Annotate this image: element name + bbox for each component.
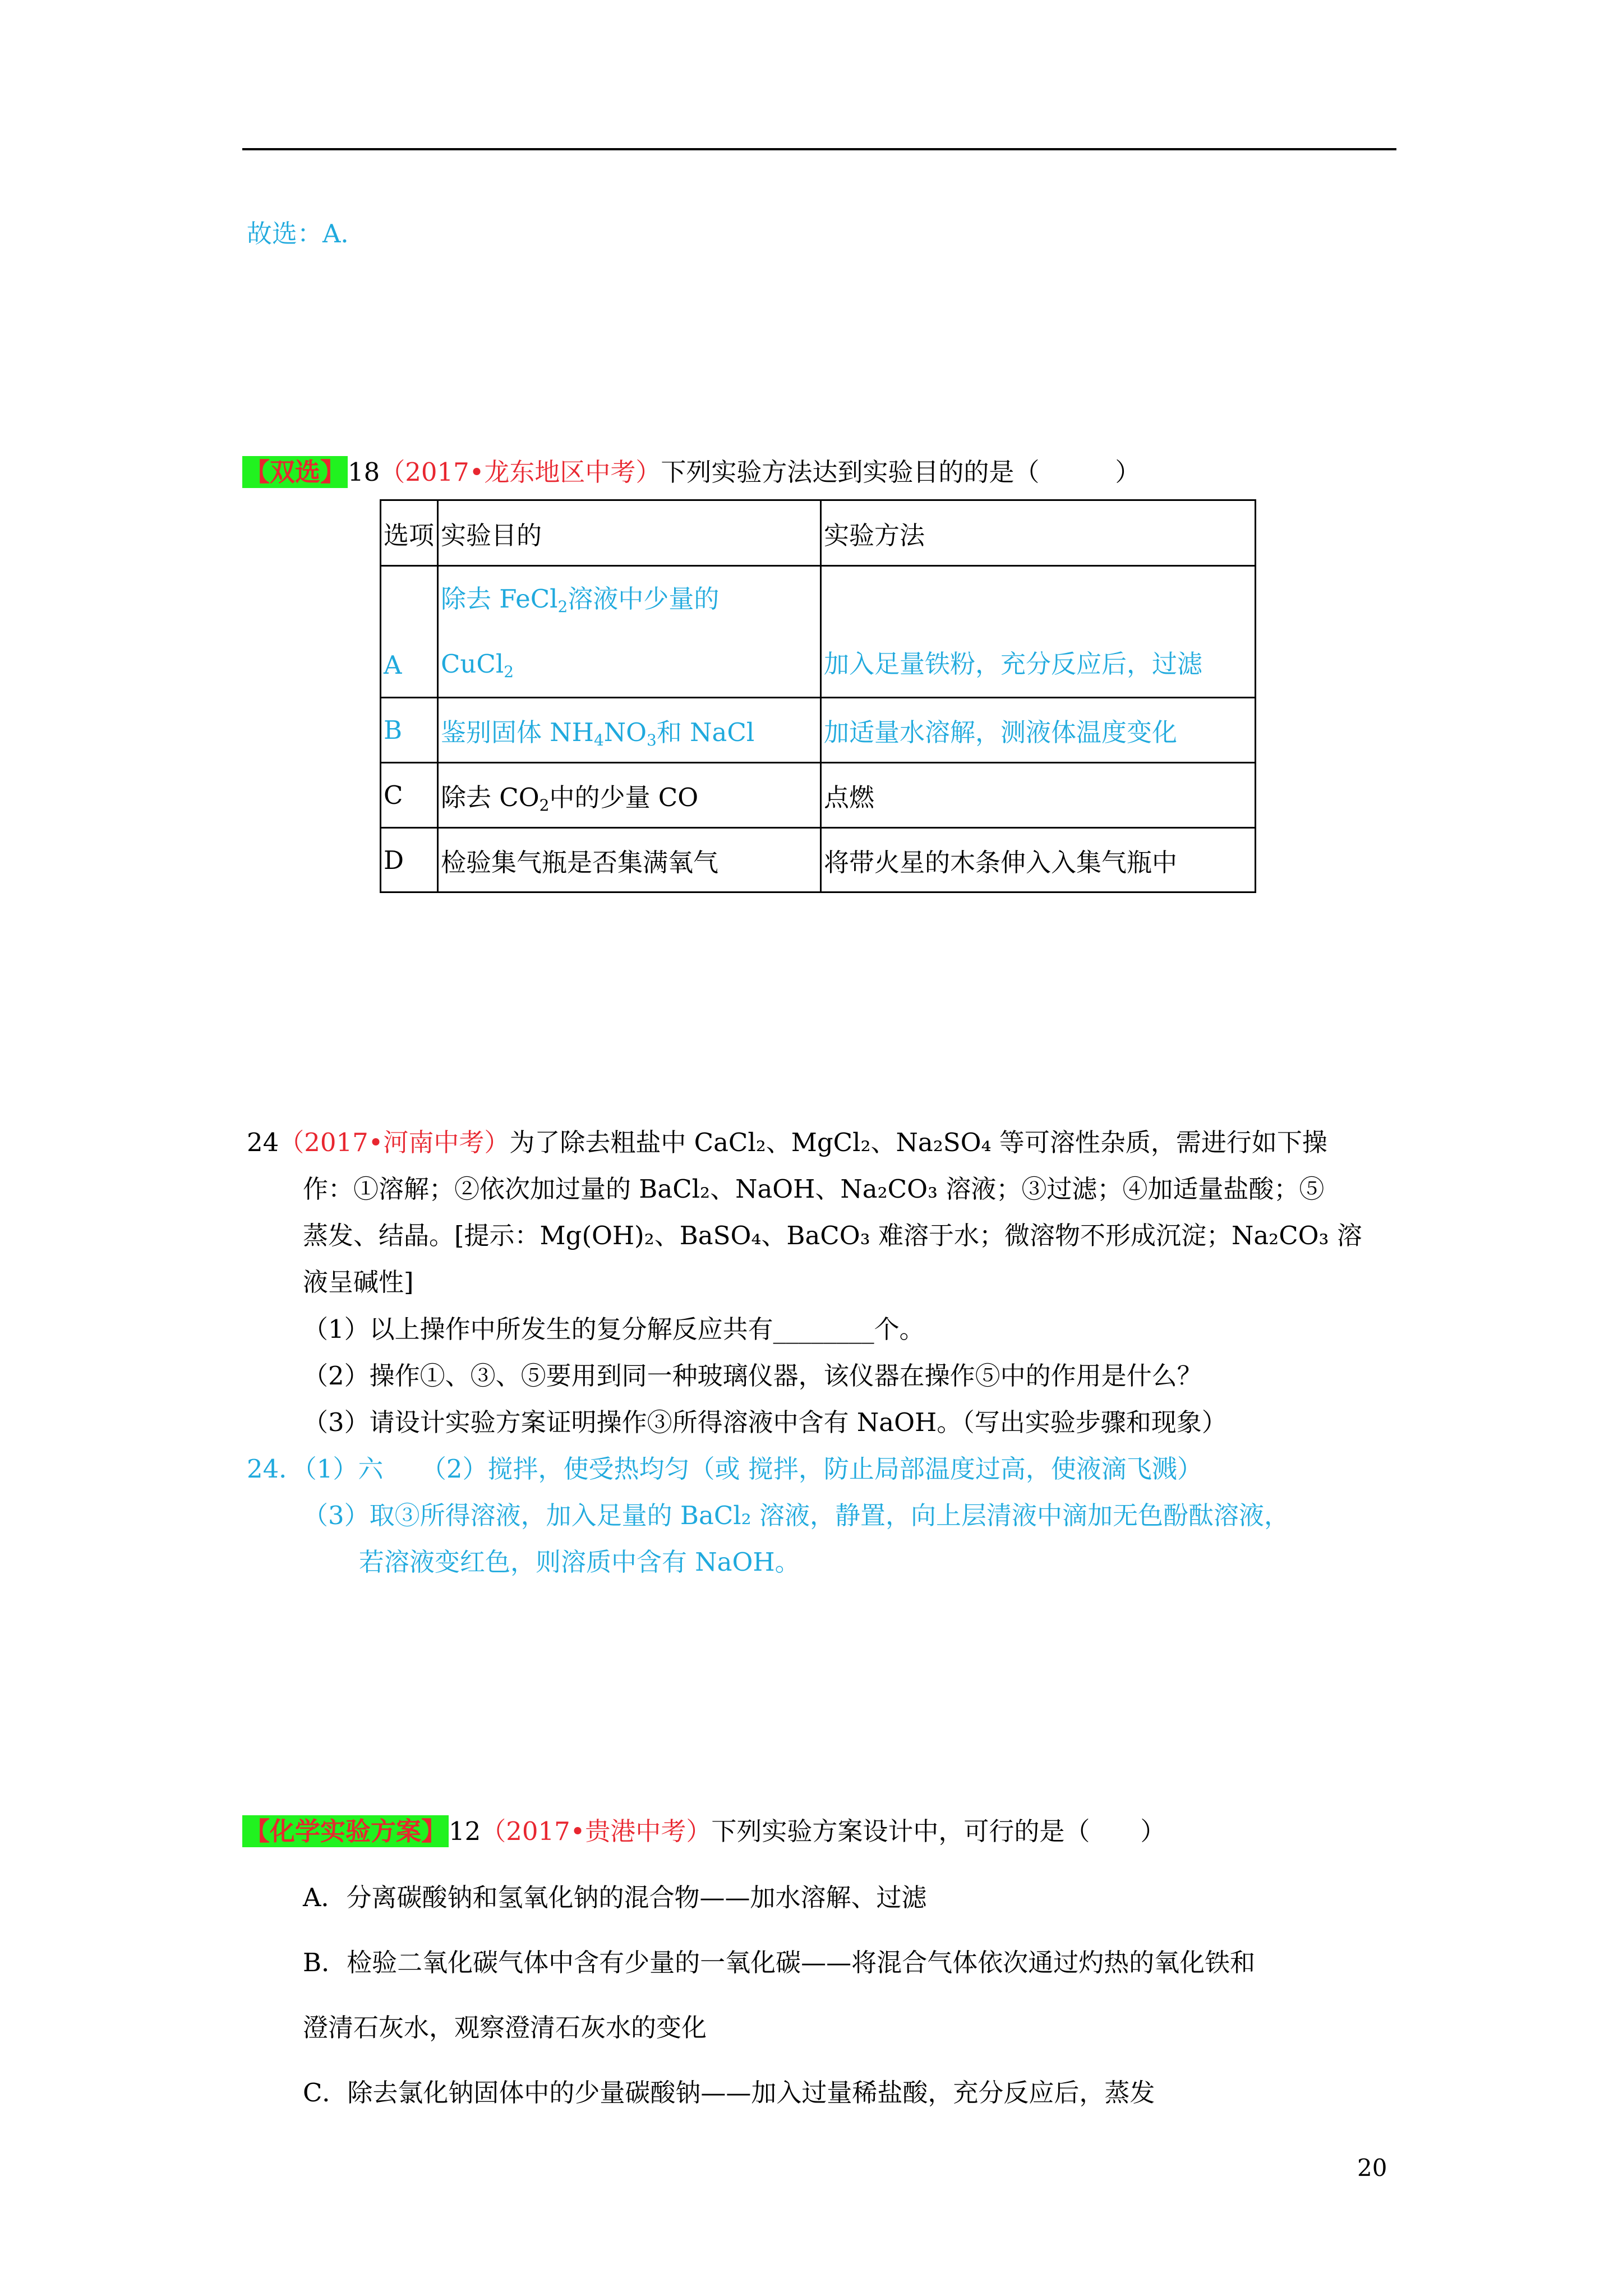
q24-sub2: （2）操作①、③、⑤要用到同一种玻璃仪器，该仪器在操作⑤中的作用是什么？ (303, 1361, 1202, 1391)
q12-option-b-line1: B．检验二氧化碳气体中含有少量的一氧化碳——将混合气体依次通过灼热的氧化铁和 (303, 1948, 1256, 1977)
q24-line4: 液呈碱性] (303, 1267, 414, 1297)
q12-option-c: C．除去氯化钠固体中的少量碳酸钠——加入过量稀盐酸，充分反应后，蒸发 (303, 2078, 1155, 2108)
q24-answer-2: （3）取③所得溶液，加入足量的 BaCl₂ 溶液，静置，向上层清液中滴加无色酚酞溶液， (303, 1501, 1290, 1530)
table-row (381, 698, 1256, 763)
q18-tag: 【双选】 (242, 456, 348, 488)
q24-line1 (247, 1122, 1327, 1158)
header-option: 选项 (381, 500, 438, 566)
q24-stem-1: 为了除去粗盐中 CaCl₂、MgCl₂、Na₂SO₄ 等可溶性杂质，需进行如下操 (509, 1128, 1327, 1157)
header-method: 实验方法 (821, 500, 1256, 566)
q24-number: 24 (247, 1128, 279, 1157)
q12-tag: 【化学实验方案】 (242, 1815, 449, 1847)
q24-line3: 蒸发、结晶。[提示：Mg(OH)₂、BaSO₄、BaCO₃ 难溶于水；微溶物不形成沉淀；Na₂CO₃ 溶 (303, 1221, 1362, 1250)
header-purpose: 实验目的 (438, 500, 821, 566)
experiment-table (380, 499, 1256, 893)
q24-line2: 作：①溶解；②依次加过量的 BaCl₂、NaOH、Na₂CO₃ 溶液；③过滤；④加适量盐酸；⑤ (303, 1174, 1325, 1204)
q12-option-a: A．分离碳酸钠和氢氧化钠的混合物——加水溶解、过滤 (303, 1883, 927, 1912)
q24-source: （2017•河南中考） (279, 1128, 510, 1157)
q18-number: 18 (348, 457, 380, 487)
row-method: 点燃 (821, 763, 1256, 828)
q24-sub1: （1）以上操作中所发生的复分解反应共有________个。 (303, 1314, 925, 1344)
q12-option-b-line2: 澄清石灰水，观察澄清石灰水的变化 (303, 2013, 707, 2042)
q24-sub3: （3）请设计实验方案证明操作③所得溶液中含有 NaOH。（写出实验步骤和现象） (303, 1407, 1227, 1437)
row-option: D (381, 828, 438, 892)
table-row (381, 763, 1256, 828)
q12-stem: 下列实验方案设计中，可行的是（ ） (711, 1816, 1166, 1846)
q18-stem: 下列实验方法达到实验目的的是（ ） (661, 457, 1141, 487)
row-purpose: 检验集气瓶是否集满氧气 (438, 828, 821, 892)
q18-source: （2017•龙东地区中考） (380, 457, 661, 487)
row-purpose: 除去 $CO_2$中的少量 CO (438, 763, 821, 828)
table-header-row (381, 500, 1256, 566)
q24-answer-3: 若溶液变红色，则溶质中含有 NaOH。 (359, 1547, 800, 1577)
q18-heading (242, 452, 1140, 488)
q24-answer-1: 24．（1）六 （2）搅拌，使受热均匀（或 搅拌，防止局部温度过高，使液滴飞溅） (247, 1454, 1202, 1484)
row-option: C (381, 763, 438, 828)
q12-heading (242, 1811, 1165, 1847)
header-rule (242, 148, 1396, 150)
table-row (381, 566, 1256, 698)
row-purpose: 鉴别固体 $NH_4NO_3$和 NaCl (438, 698, 821, 763)
row-purpose: 除去 FeCl$_2$溶液中少量的 CuCl$_2$ (438, 566, 821, 698)
row-method: 加入足量铁粉，充分反应后，过滤 (821, 566, 1256, 698)
q12-number: 12 (449, 1816, 481, 1846)
row-option: B (381, 698, 438, 763)
q12-source: （2017•贵港中考） (481, 1816, 712, 1846)
row-option: A (381, 566, 438, 698)
answer-top: 故选：A． (247, 219, 366, 249)
row-method: 加适量水溶解，测液体温度变化 (821, 698, 1256, 763)
page-number: 20 (1357, 2154, 1387, 2182)
row-method: 将带火星的木条伸入入集气瓶中 (821, 828, 1256, 892)
table-row (381, 828, 1256, 892)
